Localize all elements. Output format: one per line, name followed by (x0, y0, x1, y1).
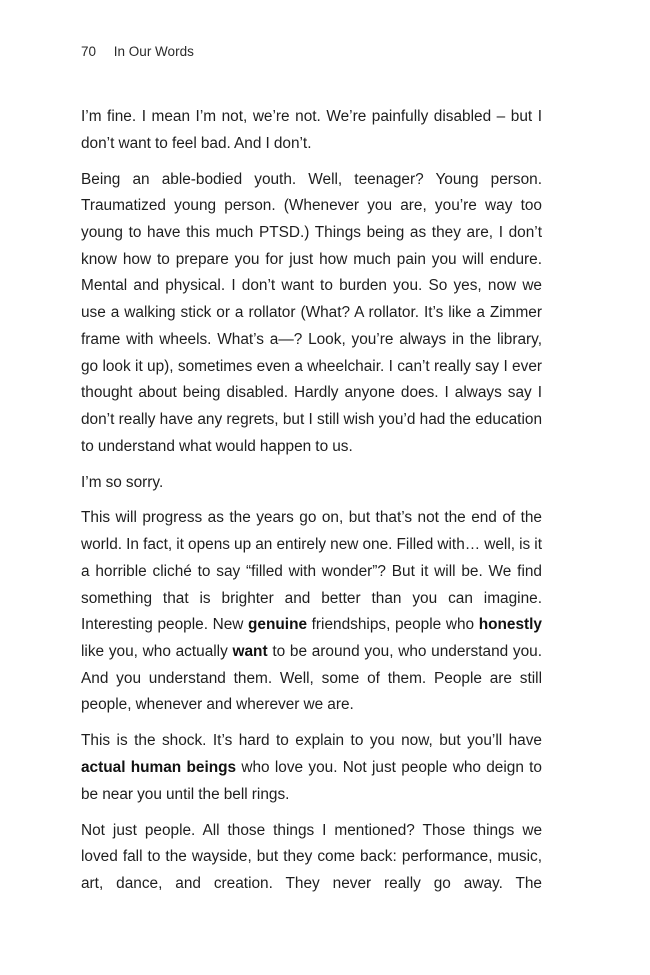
paragraph (81, 818, 542, 898)
text-run: friendships, people who (307, 616, 479, 634)
running-title: In Our Words (113, 44, 194, 59)
page-number: 70 (81, 44, 97, 59)
paragraph (81, 470, 542, 497)
text-run: This is the shock. It’s hard to explain to you now, but you’ll have (81, 732, 542, 750)
paragraph (81, 104, 542, 157)
bold-text-run: genuine (248, 616, 308, 634)
text-run: who love you. Not just people who deign to be near you until the bell rings. (81, 758, 542, 803)
bold-text-run: actual human beings (81, 758, 237, 776)
text-run: I’m so sorry. (81, 473, 164, 491)
bold-text-run: honestly (478, 616, 542, 634)
text-run: I’m fine. I mean I’m not, we’re not. We’re painfully disabled – but I don’t want to feel bad. And I don’t. (81, 108, 542, 152)
text-run: Not just people. All those things I mentioned? Those things we loved fall to the wayside, but they come back: performance, music, art, dance, and creation. They never really go away. The (81, 821, 542, 892)
bold-text-run: want (232, 642, 268, 660)
text-run: Being an able-bodied youth. Well, teenager? Young person. Traumatized young person. (Whenever you are, you’re way too young to have this much PTSD.) Things being as they are, I don’t know how to prepare you for just how much pain you will endure. Mental and physical. I don’t want to burden you. So yes, now we use a walking stick or a rollator (What? A rollator. It’s like a Zimmer frame with wheels. What’s a—? Look, you’re always in the library, go look it up), sometimes even a wheelchair. I can’t really say I ever thought about being disabled. Hardly anyone does. I always say I don’t really have any regrets, but I still wish you’d had the education to understand what would happen to us. (81, 170, 542, 455)
text-run: like you, who actually (81, 642, 233, 660)
text-run: to be around you, who understand you. And you understand them. Well, some of them. People are still people, whenever and wherever we are. (81, 642, 543, 714)
paragraph (81, 167, 542, 461)
body-text (81, 104, 542, 898)
text-run: This will progress as the years go on, but that’s not the end of the world. In fact, it opens up an entirely new one. Filled with… well, is it a horrible cliché to say “filled with wonder”? But it will be. We find something that is brighter and better than you can imagine. Interesting people. New (81, 509, 542, 634)
paragraph (81, 728, 542, 808)
running-header (81, 44, 194, 59)
paragraph (81, 505, 542, 719)
